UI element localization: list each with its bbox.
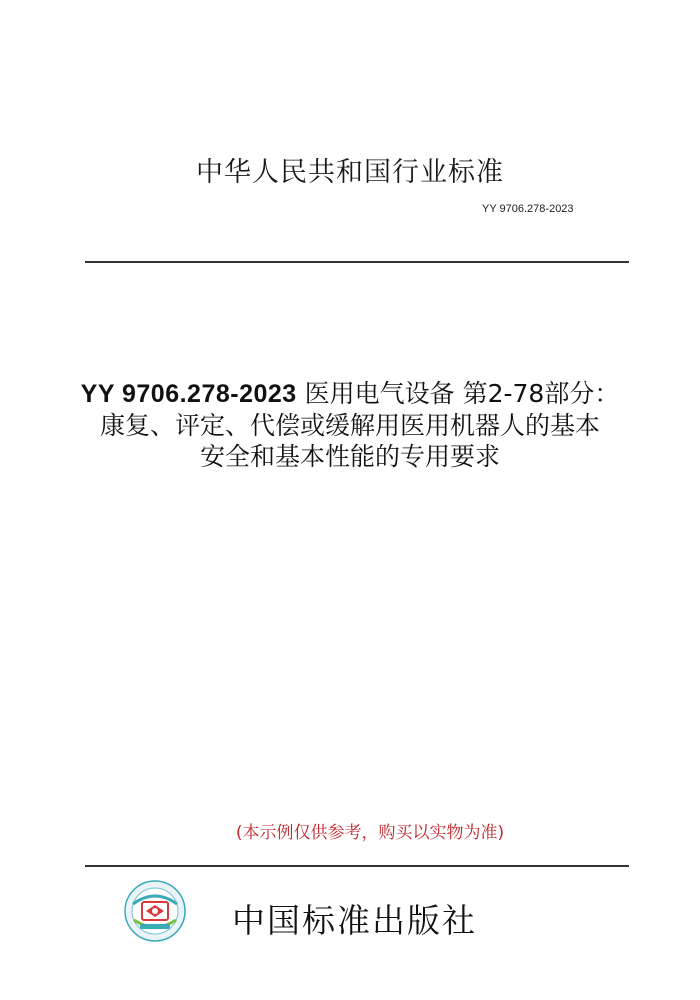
document-title-line-2: 康复、评定、代偿或缓解用医用机器人的基本: [99, 411, 600, 440]
standard-number: YY 9706.278-2023: [482, 203, 574, 215]
document-title-line-3: 安全和基本性能的专用要求: [199, 442, 500, 471]
top-divider: [85, 261, 629, 263]
sample-notice: (本示例仅供参考，购买以实物为准): [235, 823, 505, 843]
standard-category-title: 中华人民共和国行业标准: [196, 157, 504, 188]
publisher-seal-icon: [124, 880, 186, 942]
document-title-code: YY 9706.278-2023: [80, 380, 297, 408]
document-title: [40, 378, 660, 472]
document-title-line-1-text: 医用电气设备 第2-78部分：: [304, 379, 620, 408]
publisher-name: 中国标准出版社: [232, 901, 477, 940]
document-title-line-1: [40, 378, 660, 410]
bottom-divider: [85, 865, 629, 867]
